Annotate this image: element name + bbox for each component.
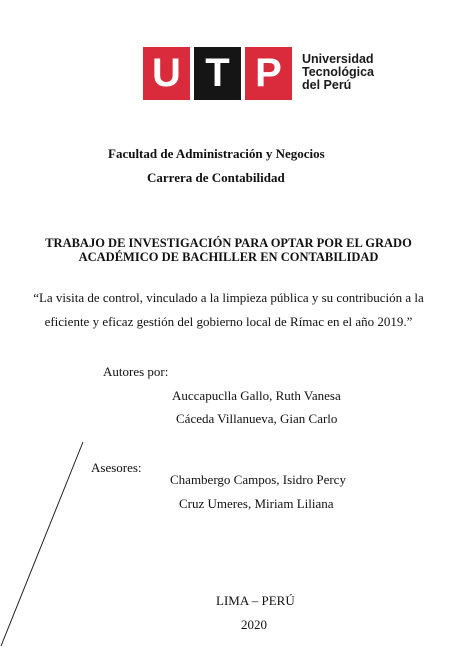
year: 2020	[241, 617, 267, 632]
university-name-line1: Universidad	[302, 52, 374, 66]
title-line-1: TRABAJO DE INVESTIGACIÓN PARA OPTAR POR EL GRADO	[45, 236, 412, 250]
advisor-name: Cruz Umeres, Miriam Liliana	[179, 496, 334, 511]
career-name: Carrera de Contabilidad	[147, 170, 285, 185]
logo-letter-t: T	[194, 47, 241, 100]
advisors-label: Asesores:	[91, 460, 142, 475]
advisor-name: Chambergo Campos, Isidro Percy	[170, 472, 346, 487]
decorative-diagonal-line	[0, 440, 100, 648]
university-name-line3: del Perú	[302, 78, 352, 92]
logo-letter-u: U	[143, 47, 190, 100]
logo-letter-p: P	[245, 47, 292, 100]
author-name: Cáceda Villanueva, Gian Carlo	[176, 411, 338, 426]
university-name	[302, 53, 374, 92]
university-name-line2: Tecnológica	[302, 65, 375, 79]
author-name: Auccapuclla Gallo, Ruth Vanesa	[172, 388, 341, 403]
quote-line-1: “La visita de control, vinculado a la limpieza pública y su contribución a la	[33, 290, 424, 305]
title-line-2: ACADÉMICO DE BACHILLER EN CONTABILIDAD	[78, 250, 379, 264]
quote-line-2: eficiente y eficaz gestión del gobierno local de Rímac en el año 2019.”	[44, 314, 413, 329]
faculty-name: Facultad de Administración y Negocios	[108, 146, 325, 161]
authors-label: Autores por:	[103, 364, 169, 379]
place: LIMA – PERÚ	[216, 593, 295, 608]
